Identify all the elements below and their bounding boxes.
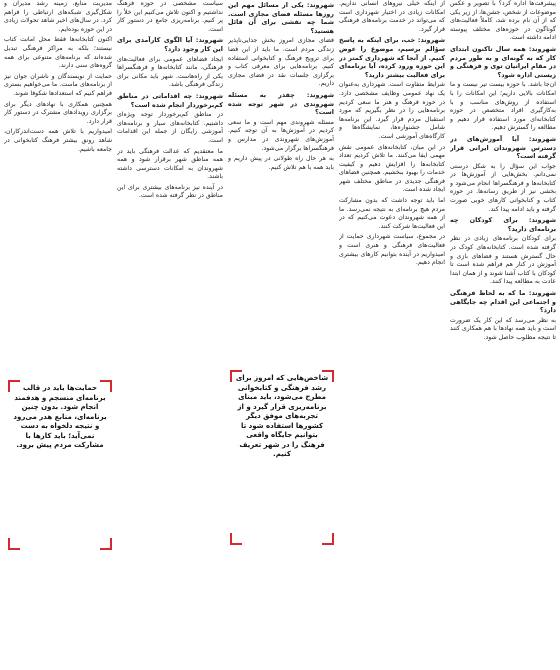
quote-corner-mark	[100, 380, 112, 392]
article-column-3	[228, 0, 334, 670]
interview-question: شهروند: ما که به لحاظ فرهنگی و اجتماعی این اقدام چه جایگاهی دارد؟	[450, 289, 556, 315]
quote-corner-mark	[230, 533, 242, 545]
paragraph: به نظر می‌رسد که این کار یک ضرورت است و باید همه نهادها با هم همکاری کنند تا نتیجه مطلوب حاصل شود.	[450, 316, 556, 341]
interview-question: شهروند: یکی از مسائل مهم این روزها مسئله فضای مجازی است. شما چه نقشی برای آن قائل هستید؟	[228, 1, 334, 35]
paragraph: ما معتقدیم که عدالت فرهنگی باید در همه مناطق شهر برقرار شود و همه شهروندان به امکانات دسترسی داشته باشند.	[117, 147, 223, 181]
interview-question: شهروند: آیا الگوی کارآمدی برای این کار وجود دارد؟	[117, 36, 223, 53]
pull-quote-text: حمایت‌ها باید در قالب برنامه‌ای منسجم و هدفمند انجام شود. بدون چنین برنامه‌ای، منابع هدر می‌رود و نتیجه دلخواه به دست نمی‌آید؛ باید کارها با مشارکت مردم پیش برود.	[13, 384, 107, 449]
pull-quote-1	[230, 370, 334, 545]
article-column-5	[4, 0, 112, 670]
interview-question: شهروند: خب، برای اینکه به پاسخ سؤالم برسیم، موضوع را عوض کنیم. از آنجا که شهرداری کمتر در این حوزه ورود کرده، آیا برنامه‌ای برای فعالیت بیشتر دارید؟	[339, 36, 445, 79]
paragraph: در این میان، کتابخانه‌های عمومی نقش مهمی ایفا می‌کنند. ما تلاش کردیم تعداد کتابخانه‌ها را افزایش دهیم و کیفیت خدمات را بهبود ببخشیم. همچنین فضاهای فرهنگی جدیدی در مناطق مختلف شهر ایجاد شده است.	[339, 143, 445, 194]
paragraph: ان‌جا باشد. با حوزه بیست تیر نیست و ما امکانات بالایی داریم؛ این امکانات را با استفاده از روش‌های مناسب و با به‌کارگیری افراد متخصص در حوزه کتابخانه‌ای مورد استفاده قرار دهیم و مطالعه را گسترش دهیم.	[450, 81, 556, 132]
quote-corner-mark	[230, 370, 242, 382]
interview-question: شهروند: چقدر به مسئله شهروندی در شهر توجه شده است؟	[228, 90, 334, 117]
paragraph: در آینده نیز برنامه‌های بیشتری برای این مناطق در نظر گرفته شده است.	[117, 183, 223, 200]
paragraph: همچنین همکاری با نهادهای دیگر برای برگزاری رویدادهای مشترک در دستور کار قرار دارد.	[4, 100, 112, 125]
quote-corner-mark	[8, 538, 20, 550]
paragraph: اما باید توجه داشت که بدون مشارکت مردم هیچ برنامه‌ای به نتیجه نمی‌رسد. ما از همه شهروندان دعوت می‌کنیم که در این فعالیت‌ها شرکت کنند.	[339, 197, 445, 230]
paragraph: به هر حال راه طولانی در پیش داریم و باید همه با هم تلاش کنیم.	[228, 155, 334, 171]
quote-corner-mark	[322, 370, 334, 382]
paragraph: اکنون کتابخانه‌ها فقط محل امانت کتاب نیستند؛ بلکه به مراکز فرهنگی تبدیل شده‌اند که برنامه‌های متنوعی برای همه گروه‌های سنی دارند.	[4, 36, 112, 70]
article-column-4	[117, 0, 223, 670]
quote-corner-mark	[8, 380, 20, 392]
paragraph: برای کودکان برنامه‌های زیادی در نظر گرفته شده است. کتابخانه‌های کودک در حال گسترش هستند و فضاهای بازی و آموزش در کنار هم فراهم شده است تا کودکان با کتاب آشنا شوند و از همان ابتدا عادت به مطالعه پیدا کنند.	[450, 235, 556, 286]
interview-question: شهروند: همه سال تاکنون ابتدای کار که به گونه‌ای و به طور مردم در مقام ایرانیان توی و فرهنگی و زیستی اداره شود؟	[450, 44, 556, 79]
paragraph: حمایت از نویسندگان و ناشران جوان نیز از برنامه‌های ماست. ما می‌خواهیم بستری فراهم کنیم که استعدادها شکوفا شوند.	[4, 72, 112, 97]
pull-quote-text: شاخص‌هایی که امروز برای رشد فرهنگی و کتابخوانی مطرح می‌شود، باید مبنای برنامه‌ریزی قرار گیرد و از تجربه‌های موفق دیگر کشورها استفاده شود تا بتوانیم جایگاه واقعی فرهنگ را در شهر تعریف کنیم.	[235, 374, 329, 458]
paragraph: سیاست مشخصی در حوزه فرهنگ نداشتیم و اکنون تلاش می‌کنیم این خلأ را پر کنیم. برنامه‌ریزی جامع در دستور کار است.	[117, 0, 223, 33]
interview-question: شهروند: برای کودکان چه برنامه‌ای دارید؟	[450, 216, 556, 233]
article-column-2	[339, 0, 445, 670]
paragraph: مسئله شهروندی مهم است و ما سعی کردیم در آموزش‌ها به آن توجه کنیم. آموزش‌های شهروندی در مدارس و فرهنگسراها برگزار می‌شود.	[228, 118, 334, 152]
paragraph: امیدواریم با تلاش همه دست‌اندرکاران، شاهد رونق بیشتر فرهنگ کتابخوانی در جامعه باشیم.	[4, 128, 112, 153]
paragraph: ایجاد فضاهای عمومی برای فعالیت‌های فرهنگی، مانند کتابخانه‌ها و فرهنگسراها یکی از راه‌هاست. شهر باید مکانی برای زندگی فرهنگی باشد.	[117, 55, 223, 89]
interview-question: شهروند: چه اقداماتی در مناطق کم‌برخوردار انجام شده است؟	[117, 91, 223, 109]
paragraph: در مناطق کم‌برخوردار توجه ویژه‌ای داشتیم. کتابخانه‌های سیار و برنامه‌های آموزشی رایگان از جمله این اقدامات است.	[117, 111, 223, 144]
interview-question: شهروند: آیا آموزش‌های در دسترس شهروندان ایرانی قرار گرفته است؟	[450, 134, 556, 161]
pull-quote-2	[8, 380, 112, 550]
paragraph: جواب این سؤال را به شکل درستی نمی‌دانم. بخش‌هایی از آموزش‌ها در کتابخانه‌ها و فرهنگسراها انجام می‌شود و بخشی نیز از طریق رسانه‌ها. در حوزه کتاب و کتابخوانی کارهای خوبی صورت گرفته و باید ادامه پیدا کند.	[450, 162, 556, 213]
article-column-1	[450, 0, 556, 670]
paragraph: از اینکه خیلی نیروهای انسانی نداریم. امکانات زیادی در اختیار شهرداری است که می‌تواند در خدمت برنامه‌های فرهنگی قرار گیرد.	[339, 0, 445, 33]
quote-corner-mark	[322, 533, 334, 545]
quote-corner-mark	[100, 538, 112, 550]
paragraph: در مجموع، سیاست شهرداری حمایت از فعالیت‌های فرهنگی و هنری است و امیدواریم در آینده بتوانیم کارهای بیشتری انجام دهیم.	[339, 233, 445, 267]
paragraph: مدیریت منابع، زمینه رشد مدیران و شکل‌گیری شبکه‌های ارتباطی را فراهم کرد. در سال‌های اخیر شاهد تحولات زیادی در این حوزه بوده‌ایم.	[4, 0, 112, 33]
paragraph: شرایط متفاوت است. شهرداری به‌عنوان یک نهاد عمومی وظایف مشخصی دارد. در حوزه فرهنگ و هنر ما سعی کردیم برنامه‌هایی را در نظر بگیریم که مورد استقبال مردم قرار گیرد. این برنامه‌ها شامل جشنواره‌ها، نمایشگاه‌ها و کارگاه‌های آموزشی است.	[339, 81, 445, 140]
paragraph: پیشرفت‌ها اداره کرد؟ با تصویر و عکس موضوعات از شخص، جشن‌ها، از زیر یکی که از آن نام برده شد، کاملاً فعالیت‌های گوناگون در حوزه‌های مختلف پیوسته ادامه داشته است.	[450, 0, 556, 42]
paragraph: فضای مجازی امروز بخش جدایی‌ناپذیر زندگی مردم است. ما باید از این فضا برای ترویج فرهنگ و کتابخوانی استفاده کنیم. برنامه‌هایی برای معرفی کتاب و برگزاری جلسات نقد در فضای مجازی داریم.	[228, 37, 334, 88]
